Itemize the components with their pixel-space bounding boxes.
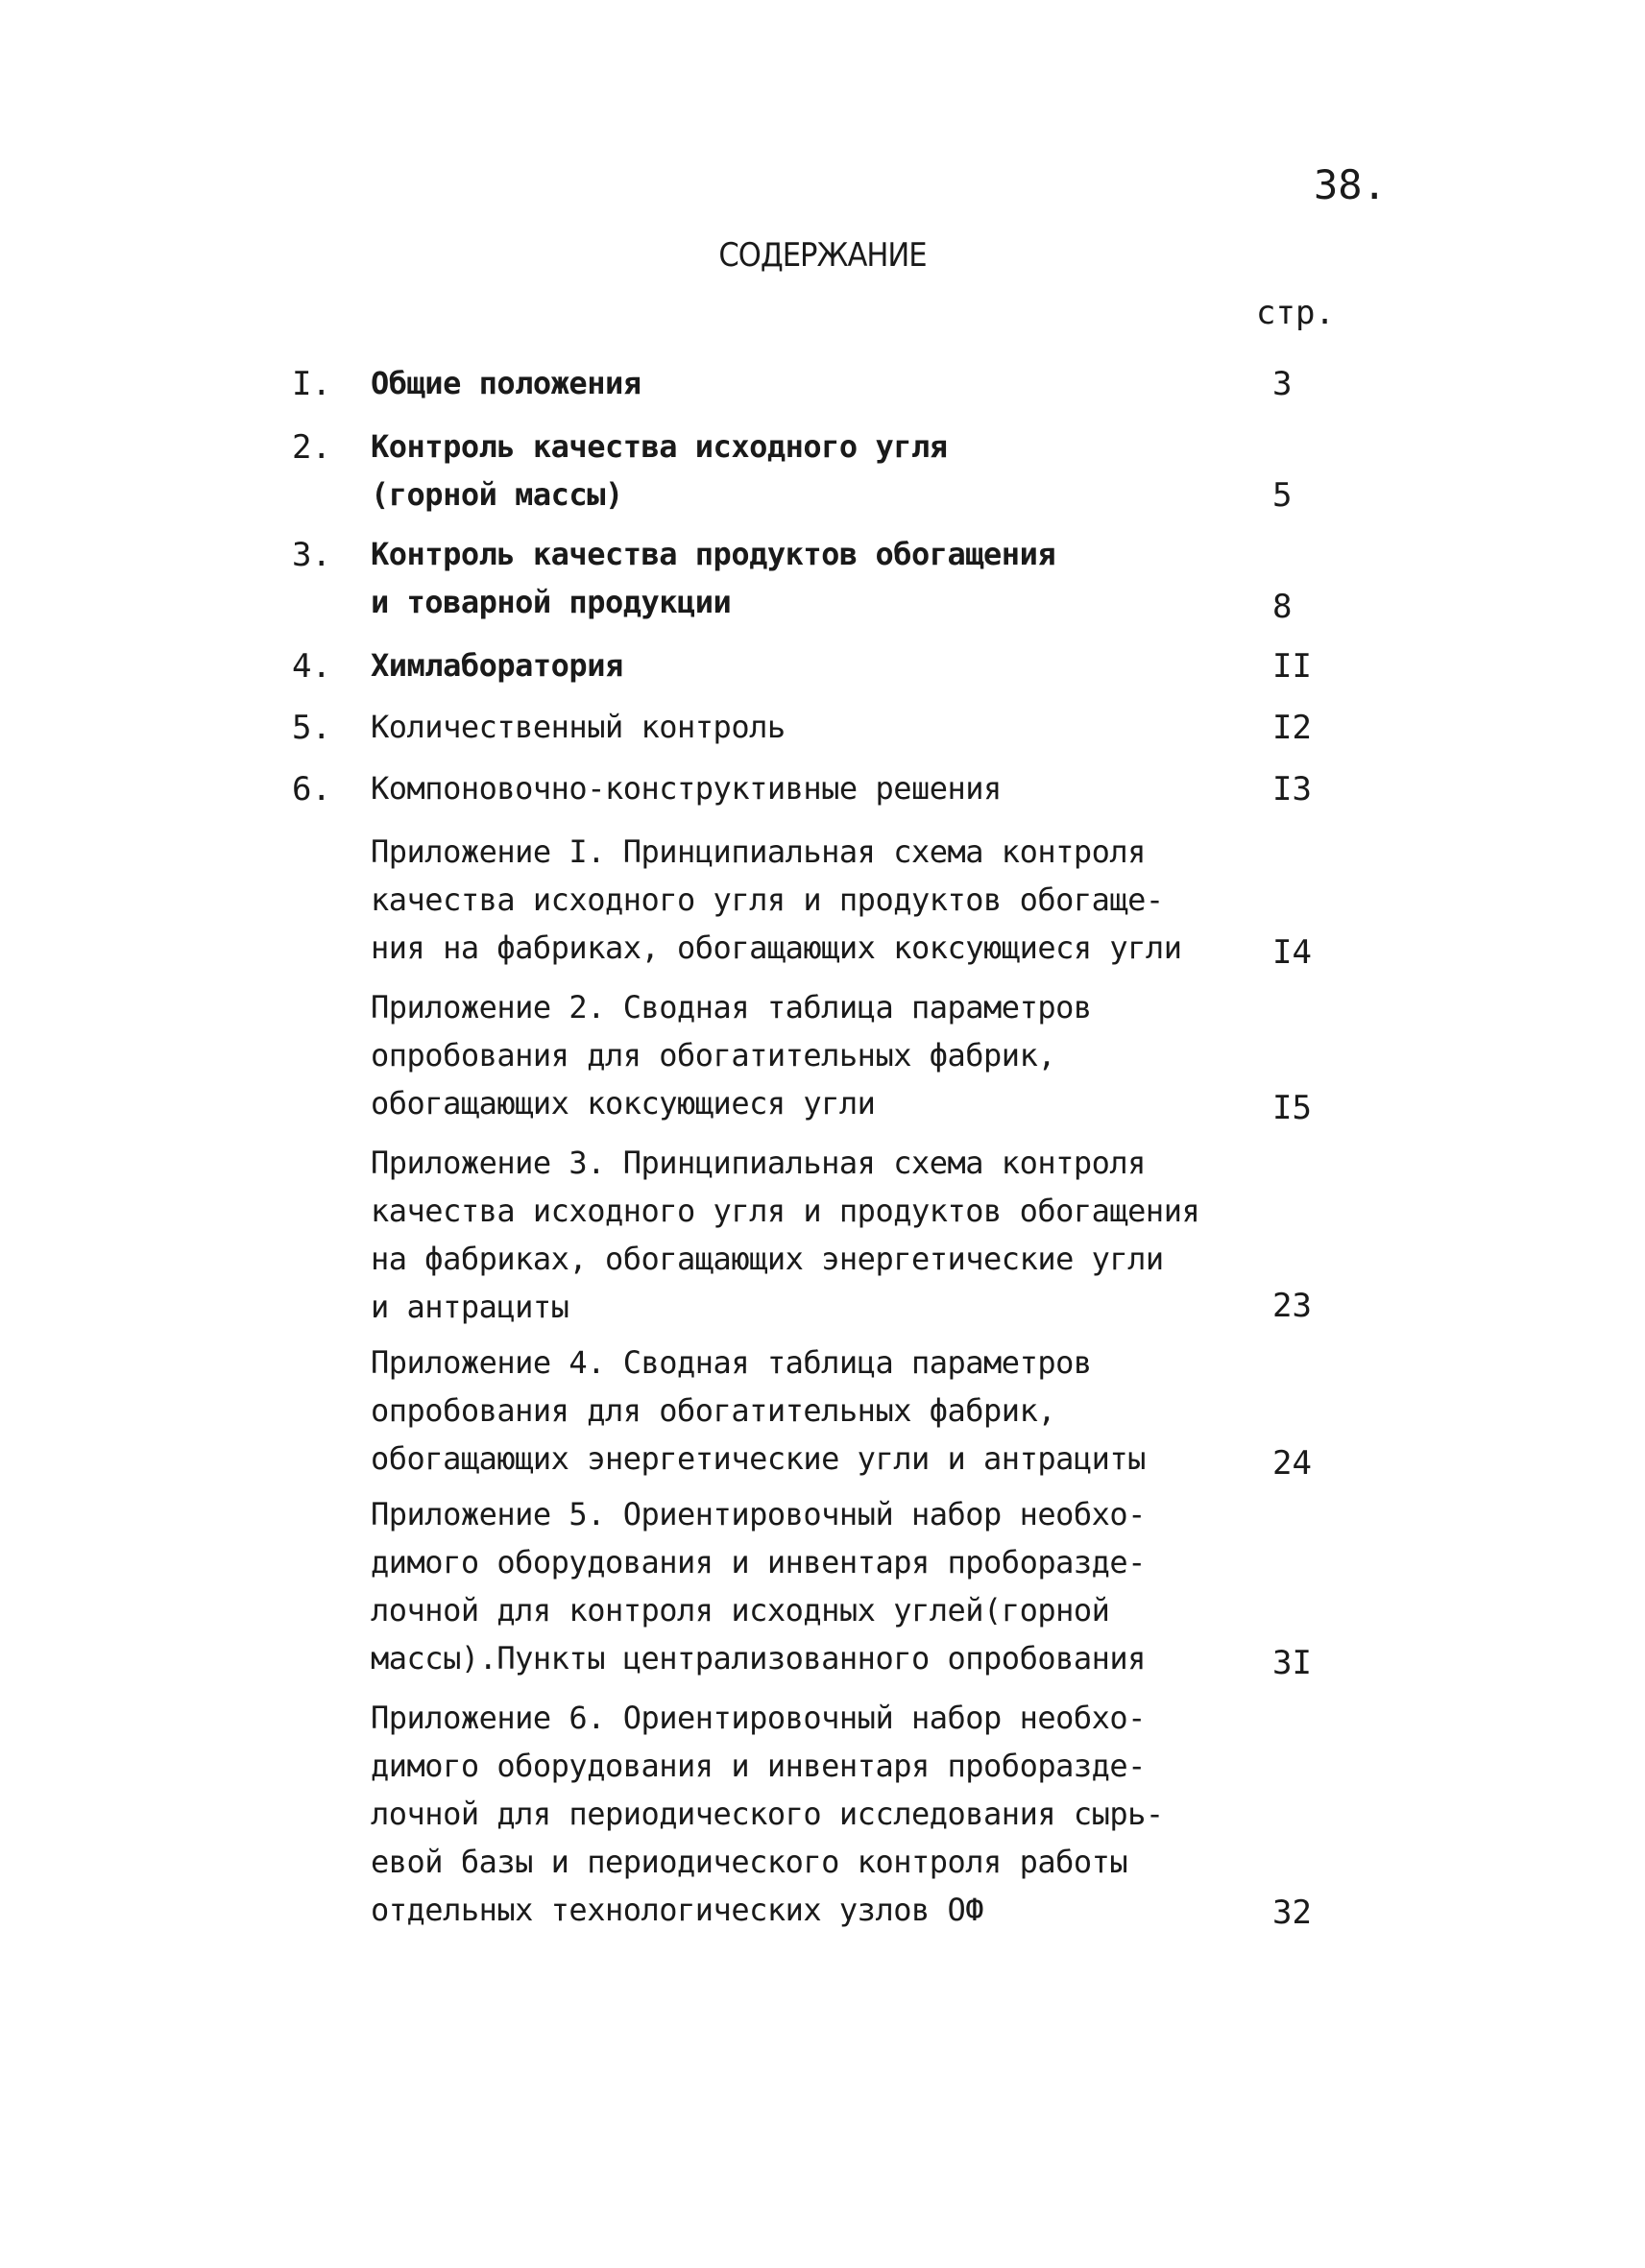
toc-entry-title: Приложение I. Принципиальная схема контроля качества исходного угля и продуктов обогаще- ния на фабриках, обогащающих коксующиеся угли: [371, 833, 1182, 966]
toc-entry-page: 24: [1272, 1444, 1312, 1483]
toc-entry-page: I5: [1272, 1089, 1312, 1127]
toc-entry-page: 23: [1272, 1287, 1312, 1325]
toc-entry-page: 8: [1272, 588, 1293, 626]
toc-entry-title: Химлаборатория: [371, 647, 623, 684]
toc-entry-title: Количественный контроль: [371, 709, 786, 745]
toc-entry-title: Приложение 2. Сводная таблица параметров опробования для обогатительных фабрик, обогащающих коксующиеся угли: [371, 989, 1092, 1122]
page-number: 38.: [1314, 161, 1387, 208]
toc-entry-page: I4: [1272, 933, 1312, 972]
toc-entry-number: 4.: [292, 647, 331, 686]
toc-entry-title: Приложение 6. Ориентировочный набор необхо- димого оборудования и инвентаря проборазде- лочной для периодического исследования сырь- евой базы и периодического контроля работы отдельных технологических узлов ОФ: [371, 1700, 1164, 1928]
toc-entry-page: 32: [1272, 1894, 1312, 1932]
page-title: СОДЕРЖАНИЕ: [718, 236, 927, 275]
toc-entry-number: 2.: [292, 428, 331, 467]
toc-entry-number: 3.: [292, 536, 331, 574]
toc-entry-page: I3: [1272, 770, 1312, 808]
toc-entry-number: I.: [292, 365, 331, 403]
toc-entry-page: 5: [1272, 476, 1293, 515]
toc-entry-title: Компоновочно-конструктивные решения: [371, 770, 1002, 807]
toc-entry-title: Приложение 4. Сводная таблица параметров опробования для обогатительных фабрик, обогащающих энергетические угли и антрациты: [371, 1344, 1146, 1477]
toc-entry-page: 3: [1272, 365, 1293, 403]
toc-entry-title: Приложение 5. Ориентировочный набор необхо- димого оборудования и инвентаря проборазде- лочной для контроля исходных углей(горной массы).Пункты централизованного опробования: [371, 1496, 1146, 1677]
toc-entry-page: I2: [1272, 709, 1312, 747]
toc-entry-page: 3I: [1272, 1644, 1312, 1682]
toc-entry-title: Приложение 3. Принципиальная схема контроля качества исходного угля и продуктов обогащения на фабриках, обогащающих энергетические угли и антрациты: [371, 1145, 1200, 1325]
toc-entry-page: II: [1272, 647, 1312, 686]
toc-entry-title: Контроль качества исходного угля (горной массы): [371, 428, 948, 513]
toc-entry-title: Общие положения: [371, 365, 641, 401]
page-column-header: стр.: [1256, 294, 1335, 332]
toc-entry-number: 5.: [292, 709, 331, 747]
toc-entry-number: 6.: [292, 770, 331, 808]
toc-entry-title: Контроль качества продуктов обогащения и товарной продукции: [371, 536, 1056, 620]
